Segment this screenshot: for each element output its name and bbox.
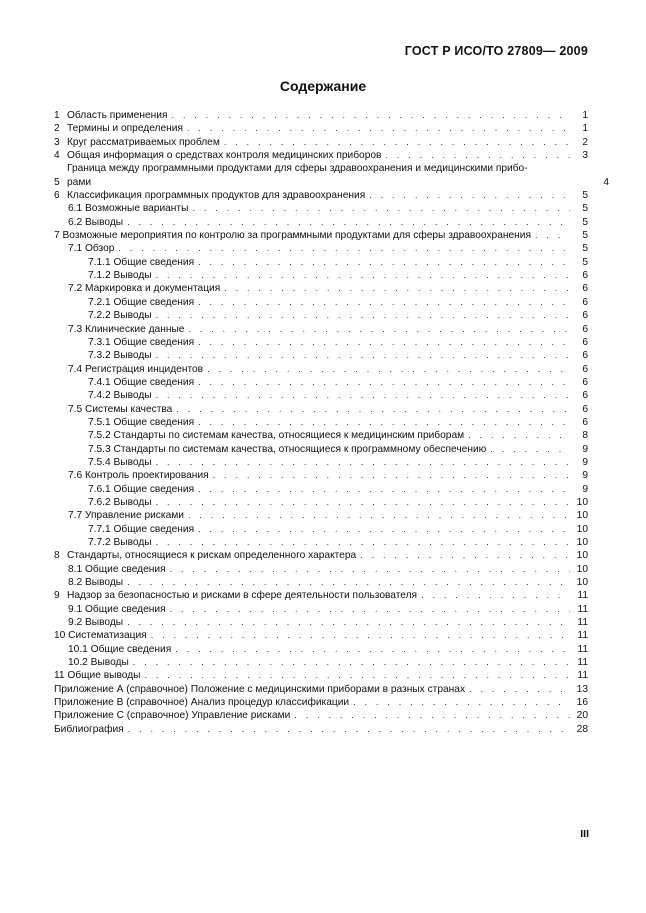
toc-entry-label: Термины и определения — [67, 123, 183, 135]
dot-leader — [156, 536, 570, 549]
toc-entry[interactable] — [54, 563, 588, 576]
toc-entry-page: 6 — [582, 323, 588, 335]
toc-entry-label: 6.1 Возможные варианты — [68, 203, 189, 215]
dot-leader — [156, 349, 570, 362]
dot-leader — [468, 429, 570, 442]
dot-leader — [133, 656, 570, 669]
toc-entry-label: Библиография — [54, 723, 124, 735]
toc-entry-page: 10 — [576, 510, 588, 522]
toc-entry-page: 6 — [582, 296, 588, 308]
toc-entry-label: 7.4.1 Общие сведения — [88, 376, 195, 388]
document-code: ГОСТ Р ИСО/ТО 27809— 2009 — [404, 44, 588, 58]
toc-entry[interactable] — [54, 483, 588, 496]
toc-entry-page: 9 — [582, 483, 588, 495]
toc-entry[interactable] — [54, 683, 588, 696]
toc-entry-page: 9 — [582, 456, 588, 468]
dot-leader — [198, 416, 570, 429]
toc-entry[interactable] — [54, 416, 588, 429]
toc-entry-page: 20 — [576, 710, 588, 722]
toc-entry-label: 7.3.2 Выводы — [88, 350, 152, 362]
toc-entry-label: 7.7.1 Общие сведения — [88, 523, 195, 535]
dot-leader — [156, 269, 570, 282]
toc-entry-label: 7.5.3 Стандарты по системам качества, относящиеся к программному обеспечению — [88, 443, 487, 455]
toc-entry-page: 10 — [576, 577, 588, 589]
toc-entry[interactable] — [54, 576, 588, 589]
toc-entry-page: 6 — [582, 336, 588, 348]
toc-entry-page: 9 — [582, 443, 588, 455]
toc-entry-label: 7.3 Клинические данные — [68, 323, 185, 335]
toc-entry[interactable] — [54, 216, 588, 229]
toc-entry-page: 6 — [582, 270, 588, 282]
toc-entry[interactable] — [54, 376, 588, 389]
toc-entry-number: 9 — [54, 590, 60, 602]
toc-title: Содержание — [279, 78, 367, 94]
toc-entry-label: 7.5 Системы качества — [68, 403, 173, 415]
toc-entry-page: 9 — [582, 470, 588, 482]
dot-leader — [176, 403, 570, 416]
toc-entry-page: 5 — [582, 243, 588, 255]
toc-entry-label: Надзор за безопасностью и рисками в сфере деятельности пользователя — [67, 590, 418, 602]
toc-entry-label: 7.3.1 Общие сведения — [88, 336, 195, 348]
toc-entry-page: 11 — [577, 590, 588, 602]
toc-entry-page: 1 — [582, 110, 588, 121]
toc-entry[interactable] — [54, 496, 588, 509]
dot-leader — [198, 296, 570, 309]
toc-entry[interactable] — [54, 229, 588, 242]
toc-entry-page: 16 — [576, 697, 588, 709]
toc-entry[interactable] — [54, 269, 588, 282]
toc-entry[interactable] — [54, 589, 588, 602]
dot-leader — [192, 202, 570, 215]
toc-entry[interactable] — [54, 349, 588, 362]
toc-entry-page: 13 — [576, 683, 588, 695]
toc-entry-label: 8.1 Общие сведения — [68, 563, 166, 575]
toc-entry-page: 11 — [577, 670, 588, 682]
dot-leader — [170, 603, 570, 616]
toc-entry[interactable] — [54, 242, 588, 255]
toc-entry[interactable] — [54, 363, 588, 376]
toc-entry-label: 7.5.4 Выводы — [88, 456, 152, 468]
toc-entry-label: 7.1 Обзор — [68, 243, 115, 255]
toc-entry[interactable] — [54, 336, 588, 349]
toc-entry[interactable] — [54, 389, 588, 402]
toc-entry-page: 10 — [576, 523, 588, 535]
toc-entry-page: 28 — [576, 723, 588, 735]
toc-entry-label: 7.5.1 Общие сведения — [88, 416, 195, 428]
toc-entry[interactable] — [54, 709, 588, 722]
dot-leader — [213, 469, 570, 482]
dot-leader — [198, 376, 570, 389]
toc-entry-label: 7.7.2 Выводы — [88, 537, 152, 548]
dot-leader — [360, 549, 570, 562]
dot-leader — [535, 229, 570, 242]
toc-entry[interactable] — [54, 643, 588, 656]
dot-leader — [224, 136, 570, 149]
toc-entry-label: 7.1.1 Общие сведения — [88, 256, 195, 268]
dot-leader — [127, 216, 570, 229]
toc-entry-page: 5 — [582, 203, 588, 215]
toc-entry[interactable] — [54, 122, 588, 135]
toc-entry-page: 6 — [582, 416, 588, 428]
toc-entry-page: 6 — [582, 390, 588, 402]
toc-entry[interactable] — [54, 629, 588, 642]
toc-entry-page: 10 — [576, 550, 588, 562]
toc-entry-label: 7.7 Управление рисками — [68, 510, 184, 522]
dot-leader — [490, 443, 570, 456]
toc-entry-number: 1 — [54, 110, 60, 121]
dot-leader — [187, 122, 570, 135]
toc-entry-label: 7.6 Контроль проектирования — [68, 470, 209, 482]
toc-entry-label: 7.1.2 Выводы — [88, 270, 152, 282]
toc-entry-page: 10 — [576, 537, 588, 548]
toc-entry[interactable] — [54, 669, 588, 682]
toc-entry-page: 6 — [582, 310, 588, 322]
dot-leader — [198, 483, 570, 496]
toc-entry-label: 7.2.2 Выводы — [88, 310, 152, 322]
toc-entry-number: 8 — [54, 550, 60, 562]
toc-entry-label: Общая информация о средствах контроля медицинских приборов — [67, 150, 382, 162]
toc-entry-page: 6 — [582, 283, 588, 295]
toc-entry-label: Приложение С (справочное) Управление рисками — [54, 710, 291, 722]
dot-leader — [170, 563, 570, 576]
dot-leader — [156, 496, 570, 509]
toc-entry-number: 2 — [54, 123, 60, 135]
dot-leader — [207, 363, 570, 376]
toc-entry[interactable] — [54, 296, 588, 309]
toc-entry[interactable] — [54, 456, 588, 469]
toc-entry[interactable] — [54, 443, 588, 456]
dot-leader — [224, 282, 570, 295]
toc-entry[interactable] — [54, 136, 588, 149]
dot-leader — [198, 256, 570, 269]
toc-entry-label: 8.2 Выводы — [68, 577, 124, 589]
toc-entry[interactable] — [54, 403, 588, 416]
toc-entry[interactable] — [54, 549, 588, 562]
dot-leader — [156, 389, 570, 402]
dot-leader — [156, 309, 570, 322]
toc-entry-page: 5 — [582, 216, 588, 228]
toc-entry-label: Приложение В (справочное) Анализ процедур классификации — [54, 697, 350, 709]
toc-entry-number: 6 — [54, 190, 60, 202]
toc-entry-label: 10 Систематизация — [54, 630, 147, 642]
toc-entry-page: 6 — [582, 363, 588, 375]
dot-leader — [128, 723, 570, 736]
toc-entry-label: 7.6.2 Выводы — [88, 496, 152, 508]
toc-entry-page: 10 — [576, 496, 588, 508]
dot-leader — [171, 109, 570, 122]
toc-entry-label: 9.2 Выводы — [68, 617, 124, 629]
toc-entry-label: 6.2 Выводы — [68, 216, 124, 228]
toc-entry-label: 11 Общие выводы — [54, 670, 141, 682]
toc-entry[interactable] — [54, 509, 588, 522]
toc-entry-label: 10.1 Общие сведения — [68, 643, 172, 655]
dot-leader — [353, 696, 570, 709]
toc-entry-label: Круг рассматриваемых проблем — [67, 136, 220, 148]
dot-leader — [127, 576, 570, 589]
toc-entry[interactable] — [54, 536, 588, 549]
dot-leader — [156, 456, 570, 469]
dot-leader — [198, 336, 570, 349]
toc-entry-label: 7.4.2 Выводы — [88, 390, 152, 402]
toc-entry-label: Граница между программными продуктами для сферы здравоохранения и медицинскими прибо- — [67, 163, 528, 175]
dot-leader — [127, 616, 570, 629]
toc-entry-label: Приложение А (справочное) Положение с медицинскими приборами в разных странах — [54, 683, 466, 695]
toc-entry-page: 5 — [582, 256, 588, 268]
toc-entry-label-continued: рами — [67, 176, 92, 188]
toc-entry-page: 3 — [582, 150, 588, 162]
toc-entry-page: 5 — [582, 190, 588, 202]
toc-entry-page: 6 — [582, 376, 588, 388]
toc-entry[interactable] — [54, 723, 588, 736]
toc-entry-label: Классификация программных продуктов для здравоохранения — [67, 190, 366, 202]
toc-entry[interactable] — [54, 109, 588, 122]
toc-entry-label: 7.4 Регистрация инцидентов — [68, 363, 204, 375]
toc-entry-page: 6 — [582, 403, 588, 415]
toc-entry-number: 3 — [54, 136, 60, 148]
toc-entry-label: 7 Возможные мероприятия по контролю за программными продуктами для сферы здравоохранения — [54, 230, 531, 242]
toc-entry-page: 11 — [577, 630, 588, 642]
toc-entry[interactable] — [54, 162, 609, 189]
toc-entry[interactable] — [54, 603, 588, 616]
toc-entry-page: 10 — [576, 563, 588, 575]
toc-entry-label: 7.2 Маркировка и документация — [68, 283, 221, 295]
toc-entry-number: 4 — [54, 150, 60, 162]
dot-leader — [198, 523, 570, 536]
toc-entry[interactable] — [54, 323, 588, 336]
toc-entry-page: 11 — [577, 643, 588, 655]
toc-entry[interactable] — [54, 202, 588, 215]
toc-entry[interactable] — [54, 469, 588, 482]
toc-entry[interactable] — [54, 309, 588, 322]
toc-entry[interactable] — [54, 696, 588, 709]
toc-entry-page: 2 — [582, 136, 588, 148]
toc-entry-page: 8 — [582, 430, 588, 442]
dot-leader — [369, 189, 570, 202]
dot-leader — [151, 629, 570, 642]
table-of-contents — [54, 109, 609, 736]
toc-entry[interactable] — [54, 189, 588, 202]
toc-entry[interactable] — [54, 256, 588, 269]
toc-entry-label: 9.1 Общие сведения — [68, 603, 166, 615]
toc-entry-page: 5 — [582, 230, 588, 242]
dot-leader — [421, 589, 570, 602]
toc-entry-page: 11 — [577, 603, 588, 615]
toc-entry-page: 11 — [577, 617, 588, 629]
toc-entry-page: 4 — [603, 176, 609, 188]
toc-entry[interactable] — [54, 523, 588, 536]
page-number: III — [580, 828, 589, 840]
toc-entry[interactable] — [54, 149, 588, 162]
toc-entry[interactable] — [54, 656, 588, 669]
toc-entry-page: 11 — [577, 657, 588, 669]
toc-entry-label: 7.2.1 Общие сведения — [88, 296, 195, 308]
toc-entry-label: 10.2 Выводы — [68, 657, 129, 669]
dot-leader — [385, 149, 570, 162]
toc-entry-label: Область применения — [67, 110, 168, 121]
toc-entry-number: 5 — [54, 176, 60, 188]
toc-entry[interactable] — [54, 616, 588, 629]
toc-entry-label: 7.6.1 Общие сведения — [88, 483, 195, 495]
dot-leader — [469, 683, 570, 696]
toc-entry[interactable] — [54, 282, 588, 295]
toc-entry-page: 6 — [582, 350, 588, 362]
dot-leader — [175, 643, 570, 656]
toc-entry-label: 7.5.2 Стандарты по системам качества, относящиеся к медицинским приборам — [88, 430, 465, 442]
dot-leader — [118, 242, 570, 255]
dot-leader — [188, 509, 570, 522]
toc-entry-page: 1 — [582, 123, 588, 135]
toc-entry-label: Стандарты, относящиеся к рискам определенного характера — [67, 550, 357, 562]
dot-leader — [188, 323, 570, 336]
dot-leader — [294, 709, 570, 722]
toc-entry[interactable] — [54, 429, 588, 442]
dot-leader — [144, 669, 570, 682]
